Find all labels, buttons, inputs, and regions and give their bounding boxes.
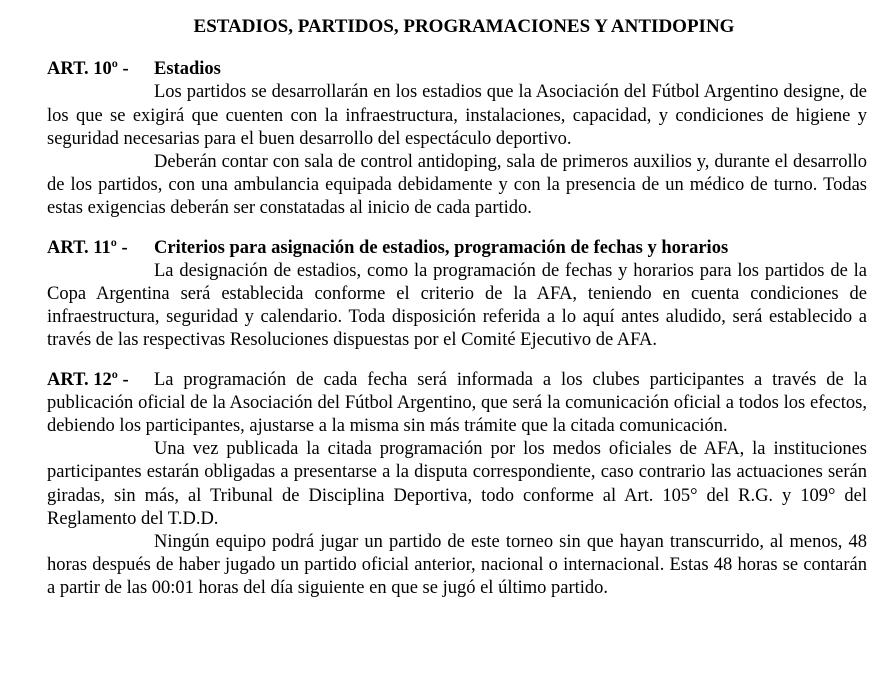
article-paragraph: Ningún equipo podrá jugar un partido de este torneo sin que hayan transcurrido, al menos, 48 horas después de haber jugado un partido oficial anterior, nacional o internacional. Estas 48 horas se contarán a partir de las 00:01 horas del día siguiente en que se jugó el último partido.: [47, 532, 867, 599]
article-paragraph: La designación de estadios, como la programación de fechas y horarios para los partidos de la Copa Argentina será establecida conforme el criterio de la AFA, teniendo en cuenta condiciones de infraestructura, seguridad y calendario. Toda disposición referida a lo aquí antes aludido, será establecido a través de las respectivas Resoluciones dispuestas por el Comité Ejecutivo de AFA.: [47, 260, 867, 351]
article-heading: [47, 237, 867, 260]
article-paragraph: Una vez publicada la citada programación por los medos oficiales de AFA, la instituciones participantes estarán obligadas a presentarse a la disputa correspondiente, caso contrario las actuaciones serán giradas, sin más, al Tribunal de Disciplina Deportiva, todo conforme al Art. 105° del R.G. y 109° del Reglamento del T.D.D.: [47, 439, 867, 529]
article-paragraph: Deberán contar con sala de control antidoping, sala de primeros auxilios y, durante el desarrollo de los partidos, con una ambulancia equipada debidamente y con la presencia de un médico de turno. Todas estas exigencias deberán ser constatadas al inicio de cada partido.: [47, 152, 867, 219]
article-10: [47, 58, 867, 220]
article-paragraph: Los partidos se desarrollarán en los estadios que la Asociación del Fútbol Argentino designe, de los que se exigirá que cuenten con la infraestructura, instalaciones, capacidad, y condiciones de higiene y seguridad necesarias para el buen desarrollo del espectáculo deportivo.: [47, 82, 867, 149]
article-title: Criterios para asignación de estadios, programación de fechas y horarios: [154, 237, 729, 258]
article-12: [47, 369, 867, 601]
article-number: ART. 11º -: [47, 237, 128, 258]
article-title: Estadios: [154, 59, 221, 80]
article-number: ART. 12º -: [47, 369, 129, 390]
article-11: [47, 237, 867, 353]
article-number: ART. 10º -: [47, 59, 129, 80]
document-title: ESTADIOS, PARTIDOS, PROGRAMACIONES Y ANTIDOPING: [193, 16, 735, 37]
article-heading: [47, 58, 867, 81]
article-paragraph: [47, 369, 867, 439]
article-paragraph-text: La programación de cada fecha será informada a los clubes participantes a través de la publicación oficial de la Asociación del Fútbol Argentino, que será la comunicación oficial a todos los efectos, debiendo los participantes, ajustarse a la misma sin más trámite que la citada comunicación.: [47, 369, 867, 437]
